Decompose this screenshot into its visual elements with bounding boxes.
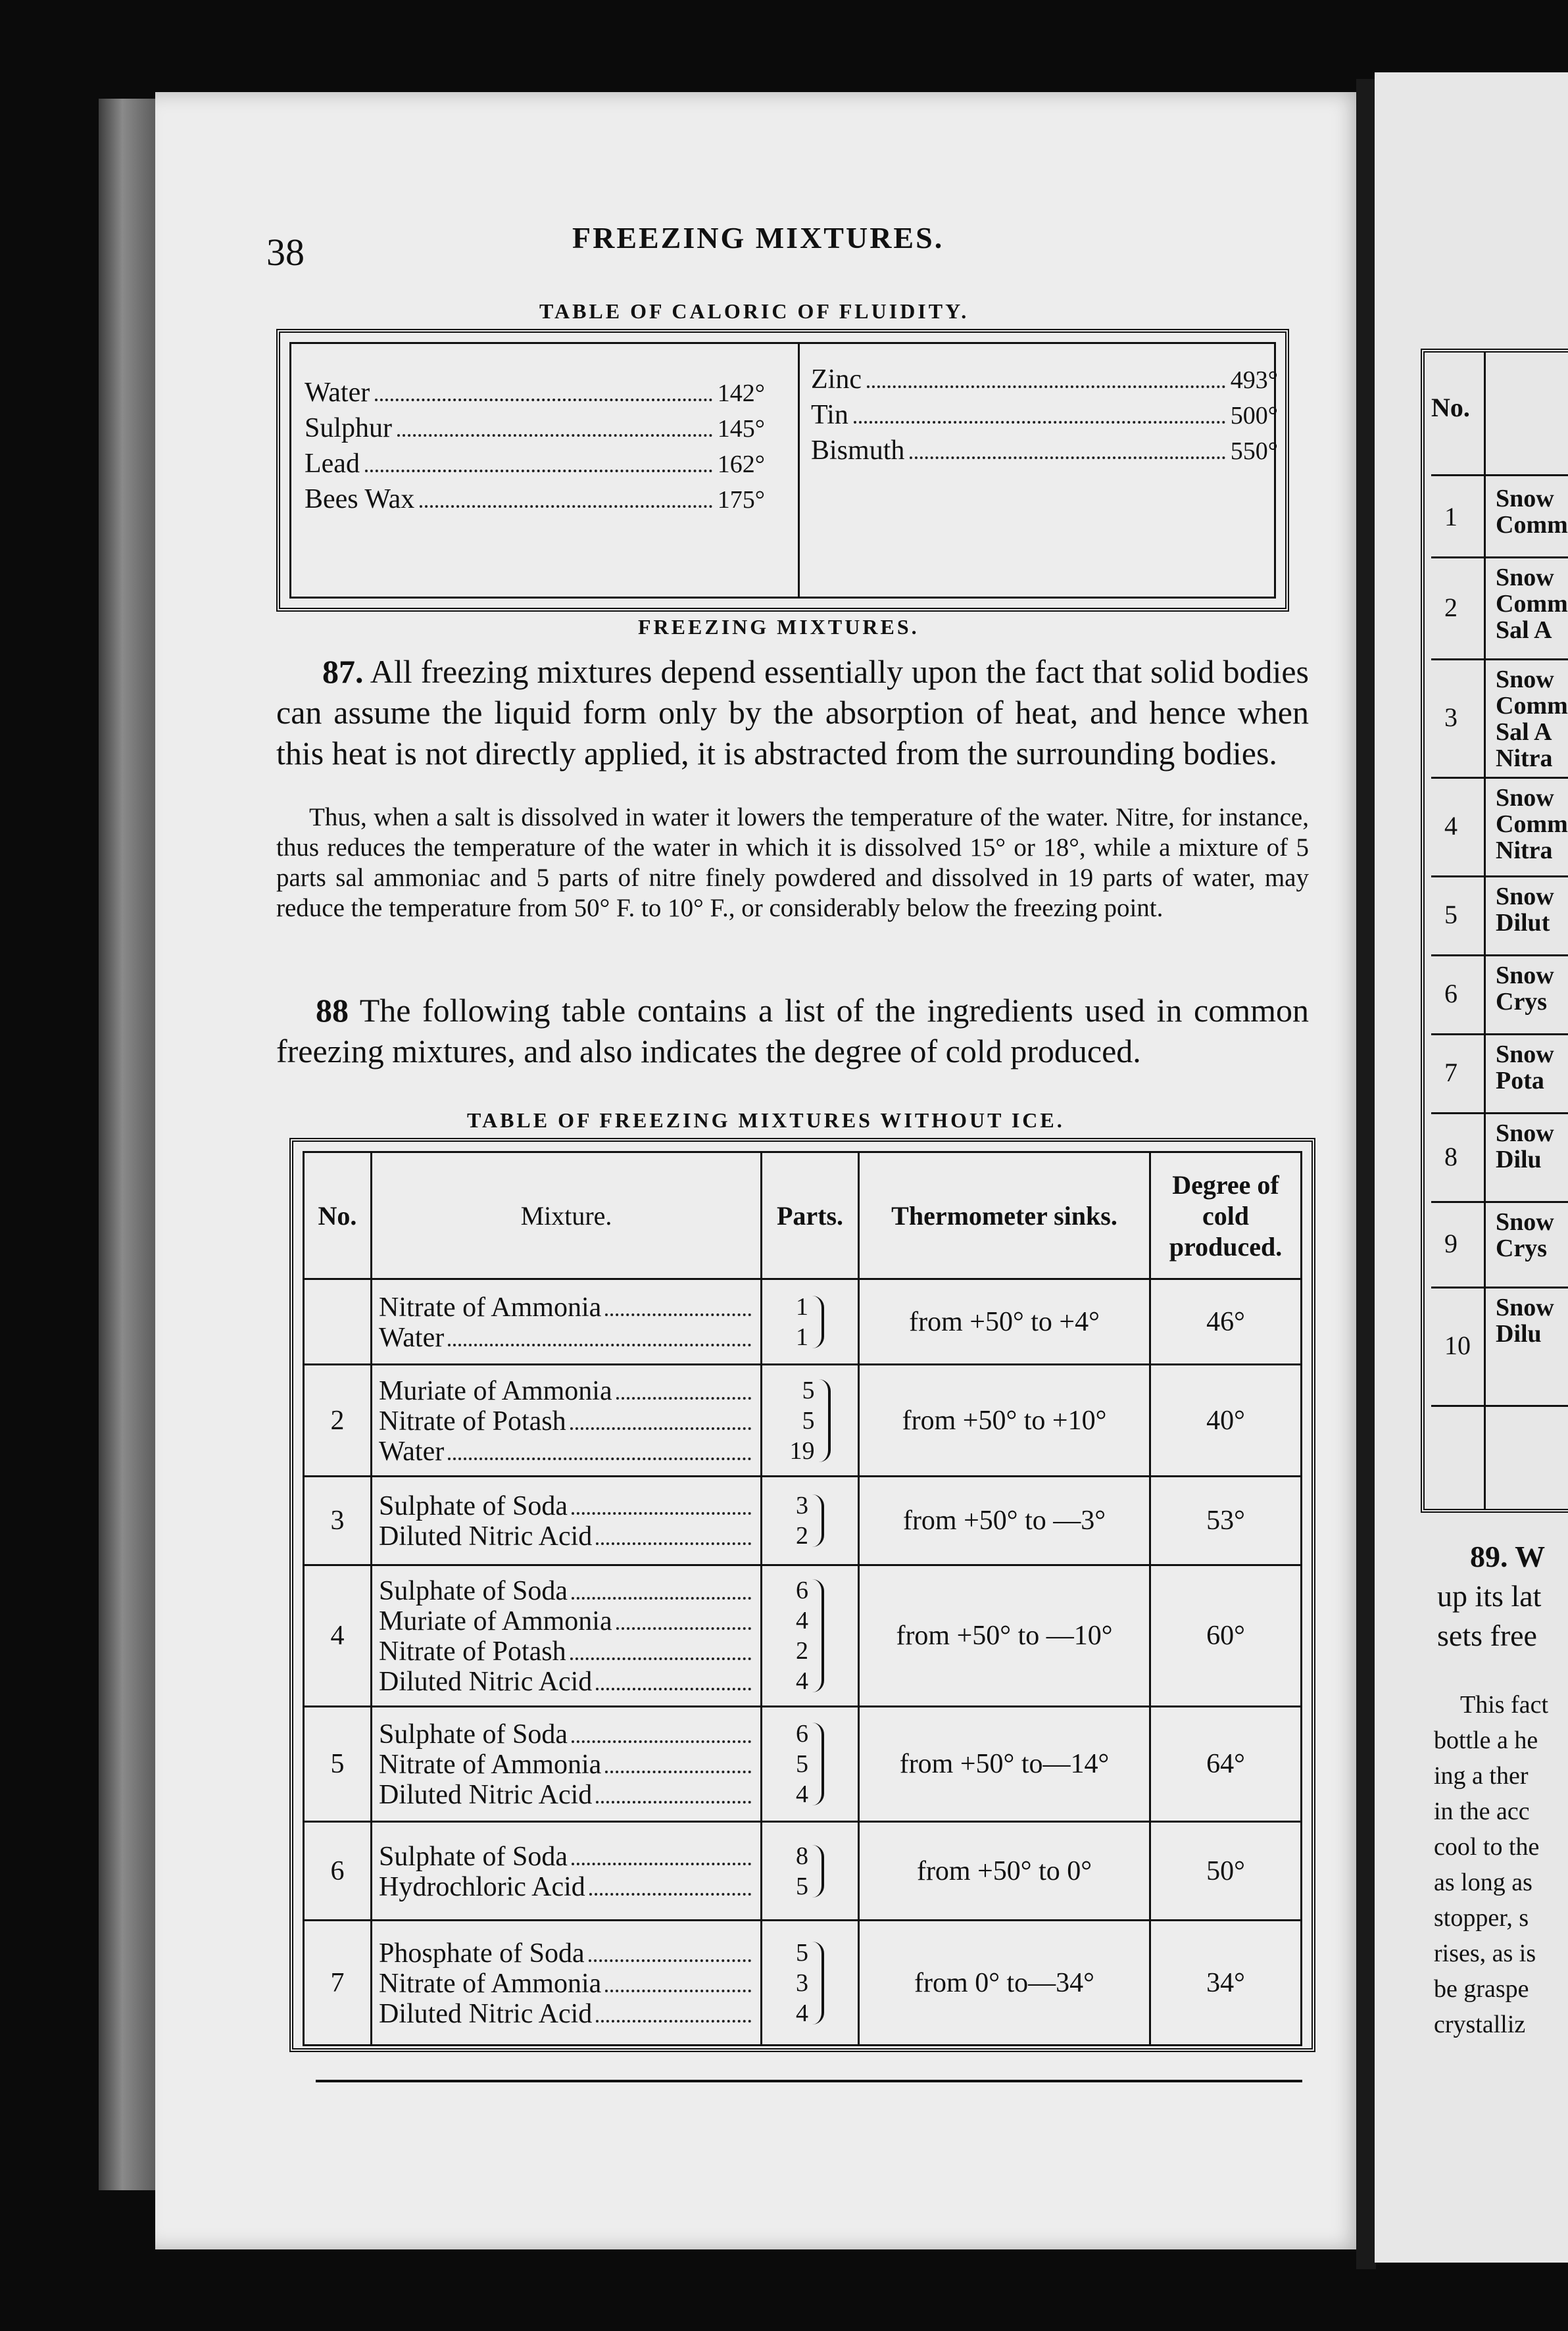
substance-name: Zinc	[811, 364, 862, 395]
ingredient-line	[379, 1406, 754, 1436]
parts-group	[769, 1375, 851, 1466]
small-text-line: bottle a he	[1434, 1727, 1538, 1754]
paragraph-89-line: sets free	[1437, 1619, 1537, 1652]
leader-dots	[448, 1458, 751, 1460]
leader-dots	[605, 1990, 751, 1992]
mixture-cell	[372, 1365, 762, 1477]
ingredient-name: Diluted Nitric Acid	[379, 1667, 593, 1697]
right-row-number: 10	[1444, 1331, 1471, 1360]
thermometer-cell: from +50° to 0°	[859, 1822, 1150, 1921]
ingredient-line	[379, 1322, 754, 1352]
ingredient-line	[379, 1575, 754, 1606]
leader-dots	[589, 1959, 751, 1962]
caloric-row	[305, 448, 765, 483]
header-thermometer: Thermometer sinks.	[859, 1152, 1150, 1279]
ingredient-name: Nitrate of Ammonia	[379, 1750, 602, 1780]
ingredient-name: Hydrochloric Acid	[379, 1871, 585, 1902]
parts-list	[796, 1841, 808, 1902]
row-number: 5	[304, 1707, 372, 1822]
degree-cell: 50°	[1150, 1822, 1302, 1921]
right-table-row	[1431, 478, 1568, 558]
paragraph-88	[276, 990, 1309, 1071]
degree-cell: 40°	[1150, 1365, 1302, 1477]
right-row-text: Comm	[1496, 511, 1568, 539]
freezing-table-grid	[303, 1151, 1302, 2046]
part-value: 1	[796, 1323, 808, 1351]
ingredient-name: Nitrate of Ammonia	[379, 1968, 602, 1999]
substance-value: 550°	[1230, 437, 1278, 465]
ingredient-line	[379, 1521, 754, 1551]
brace-mark	[819, 1379, 831, 1462]
leader-dots	[572, 1863, 751, 1865]
leader-dots	[570, 1427, 751, 1430]
leader-dots	[867, 385, 1225, 388]
part-value: 5	[796, 1872, 808, 1900]
caloric-table-caption: TABLE OF CALORIC OF FLUIDITY.	[539, 299, 969, 323]
right-table-row	[1431, 1201, 1568, 1288]
right-table-row	[1431, 556, 1568, 660]
right-row-text: Comm	[1496, 810, 1568, 838]
brace-mark	[812, 1579, 824, 1692]
part-value: 3	[796, 1492, 808, 1519]
ingredient-name: Diluted Nitric Acid	[379, 1521, 593, 1552]
table-row	[304, 1477, 1302, 1565]
thermometer-cell: from +50° to—14°	[859, 1707, 1150, 1822]
table-header-row	[304, 1152, 1302, 1279]
freezing-mixtures-table	[289, 1138, 1315, 2052]
substance-name: Bismuth	[811, 435, 905, 466]
brace-mark	[812, 1942, 824, 2024]
mixture-cell	[372, 1921, 762, 2046]
right-row-text: Snow	[1496, 962, 1554, 989]
substance-value: 145°	[717, 415, 765, 443]
part-value: 3	[796, 1969, 808, 1997]
leader-dots	[375, 399, 712, 401]
leader-dots	[910, 456, 1225, 459]
brace-mark	[812, 1845, 824, 1898]
right-row-text: Sal A	[1496, 616, 1552, 644]
small-text-line: crystalliz	[1434, 2011, 1526, 2038]
leader-dots	[596, 1801, 751, 1803]
degree-cell: 46°	[1150, 1279, 1302, 1365]
right-row-text: Crys	[1496, 988, 1548, 1016]
right-row-number: 6	[1444, 979, 1458, 1008]
leader-dots	[572, 1740, 751, 1743]
mixture-cell	[372, 1707, 762, 1822]
paragraph-text: The following table contains a list of the ingredients used in common freezing mixtures, and also indicates the degree of cold produced.	[276, 992, 1309, 1069]
paragraph-number: 87.	[322, 653, 364, 690]
parts-list	[796, 1719, 808, 1809]
ingredient-line	[379, 1636, 754, 1666]
header-degree: Degree of cold produced.	[1150, 1152, 1302, 1279]
ingredient-line	[379, 1938, 754, 1968]
substance-value: 175°	[717, 486, 765, 514]
mixture-cell	[372, 1822, 762, 1921]
caloric-table-divider	[798, 344, 800, 597]
table-row	[304, 1279, 1302, 1365]
running-head: FREEZING MIXTURES.	[572, 221, 944, 255]
right-table-header-no: No.	[1431, 393, 1470, 422]
parts-group	[769, 1938, 851, 2028]
part-value: 19	[789, 1436, 815, 1465]
table-row	[304, 1707, 1302, 1822]
table-row	[304, 1365, 1302, 1477]
part-value: 2	[796, 1637, 808, 1665]
thermometer-cell: from +50° to +10°	[859, 1365, 1150, 1477]
bottom-rule	[316, 2080, 1302, 2082]
caloric-row	[305, 483, 765, 519]
ingredient-name: Sulphate of Soda	[379, 1491, 568, 1521]
right-row-number: 9	[1444, 1229, 1458, 1258]
leader-dots	[365, 470, 712, 472]
ingredient-line	[379, 1749, 754, 1779]
part-value: 5	[796, 1938, 808, 1967]
substance-value: 142°	[717, 380, 765, 407]
ingredient-line	[379, 1779, 754, 1809]
substance-value: 162°	[717, 451, 765, 478]
leader-dots	[616, 1627, 751, 1630]
right-row-text: Snow	[1496, 1208, 1554, 1236]
caloric-table-inner	[289, 342, 1276, 599]
right-row-text: Nitra	[1496, 837, 1553, 864]
parts-group	[769, 1292, 851, 1352]
part-value: 5	[802, 1406, 815, 1435]
leader-dots	[448, 1344, 751, 1346]
book-spine	[99, 99, 158, 2190]
right-row-text: Snow	[1496, 564, 1554, 591]
paragraph-thus: Thus, when a salt is dissolved in water it lowers the temperature of the water. Nitre, for instance, thus reduces the temperature of the water in which it is dissolved 15° or 18°, while a mixture of 5 parts sal ammoniac and 5 parts of nitre finely powdered and dissolved in 19 parts of water, may reduce the temperature from 50° F. to 10° F., or considerably below the freezing point.	[276, 803, 1309, 922]
right-row-text: Nitra	[1496, 745, 1553, 772]
parts-cell	[762, 1365, 859, 1477]
small-text-line: stopper, s	[1434, 1904, 1529, 1932]
caloric-right-column	[811, 364, 1278, 470]
right-row-number: 5	[1444, 900, 1458, 929]
substance-name: Tin	[811, 400, 848, 430]
ingredient-name: Sulphate of Soda	[379, 1576, 568, 1606]
right-table-row	[1431, 658, 1568, 779]
mixture-cell	[372, 1565, 762, 1707]
thermometer-cell: from +50° to —10°	[859, 1565, 1150, 1707]
part-value: 4	[796, 1667, 808, 1695]
ingredient-line	[379, 1968, 754, 1998]
right-row-number: 2	[1444, 592, 1458, 622]
small-text-line: rises, as is	[1434, 1940, 1536, 1967]
leader-dots	[570, 1657, 751, 1660]
small-text-line: cool to the	[1434, 1833, 1540, 1861]
degree-cell: 60°	[1150, 1565, 1302, 1707]
ingredient-name: Sulphate of Soda	[379, 1719, 568, 1750]
parts-list	[796, 1292, 808, 1352]
ingredient-line	[379, 1436, 754, 1466]
header-parts: Parts.	[762, 1152, 859, 1279]
parts-list	[796, 1575, 808, 1696]
ingredient-name: Diluted Nitric Acid	[379, 1780, 593, 1810]
parts-list	[790, 1375, 815, 1466]
ingredient-name: Sulphate of Soda	[379, 1841, 568, 1872]
thermometer-cell: from +50° to —3°	[859, 1477, 1150, 1565]
parts-group	[769, 1719, 851, 1809]
ingredient-name: Muriate of Ammonia	[379, 1606, 612, 1636]
substance-value: 493°	[1230, 366, 1278, 394]
right-row-text: Dilu	[1496, 1320, 1542, 1348]
right-row-number: 7	[1444, 1058, 1458, 1087]
book-gutter	[1356, 79, 1376, 2269]
caloric-left-column	[305, 377, 765, 519]
parts-group	[769, 1841, 851, 1902]
ingredient-name: Nitrate of Potash	[379, 1406, 566, 1436]
right-row-text: Dilu	[1496, 1146, 1542, 1173]
part-value: 6	[796, 1720, 808, 1748]
caloric-row	[811, 435, 1278, 470]
right-row-text: Sal A	[1496, 718, 1552, 746]
degree-cell: 34°	[1150, 1921, 1302, 2046]
small-text-line: as long as	[1434, 1869, 1532, 1896]
ingredient-name: Nitrate of Ammonia	[379, 1292, 602, 1323]
brace-mark	[812, 1494, 824, 1547]
leader-dots	[596, 2020, 751, 2023]
freezing-table-body	[304, 1279, 1302, 2046]
parts-cell	[762, 1477, 859, 1565]
substance-name: Lead	[305, 449, 360, 479]
degree-cell: 53°	[1150, 1477, 1302, 1565]
table-row	[304, 1822, 1302, 1921]
substance-name: Water	[305, 378, 370, 408]
right-row-number: 8	[1444, 1141, 1458, 1171]
substance-name: Sulphur	[305, 413, 393, 443]
ingredient-line	[379, 1606, 754, 1636]
mixture-cell	[372, 1279, 762, 1365]
freezing-table-caption: TABLE OF FREEZING MIXTURES WITHOUT ICE.	[467, 1108, 1065, 1132]
parts-list	[796, 1490, 808, 1551]
right-row-text: Snow	[1496, 485, 1554, 512]
ingredient-line	[379, 1998, 754, 2028]
ingredient-line	[379, 1292, 754, 1322]
paragraph-text: All freezing mixtures depend essentially upon the fact that solid bodies can assume the liquid form only by the absorption of heat, and hence when this heat is not directly applied, it is abstracted from the surrounding bodies.	[276, 653, 1309, 772]
thermometer-cell: from 0° to—34°	[859, 1921, 1150, 2046]
leader-dots	[605, 1771, 751, 1773]
parts-cell	[762, 1707, 859, 1822]
ingredient-line	[379, 1871, 754, 1902]
right-row-text: Snow	[1496, 883, 1554, 910]
substance-value: 500°	[1230, 402, 1278, 429]
paragraph-89-line: up its lat	[1437, 1579, 1542, 1613]
right-page-table	[1421, 349, 1568, 1513]
caloric-table	[276, 329, 1289, 612]
leader-dots	[596, 1542, 751, 1545]
brace-mark	[812, 1296, 824, 1348]
right-row-text: Snow	[1496, 1119, 1554, 1147]
part-value: 5	[802, 1376, 815, 1404]
parts-cell	[762, 1921, 859, 2046]
ingredient-name: Water	[379, 1322, 445, 1353]
ingredient-line	[379, 1666, 754, 1696]
small-text-line: This fact	[1460, 1691, 1549, 1719]
right-row-text: Comm	[1496, 692, 1568, 720]
substance-name: Bees Wax	[305, 484, 415, 514]
right-row-text: Snow	[1496, 666, 1554, 693]
caloric-row	[305, 377, 765, 412]
small-text-line: ing a ther	[1434, 1762, 1529, 1790]
degree-cell: 64°	[1150, 1707, 1302, 1822]
right-table-row	[1431, 954, 1568, 1035]
ingredient-name: Water	[379, 1436, 445, 1467]
part-value: 1	[796, 1292, 808, 1321]
table-row	[304, 1921, 1302, 2046]
leader-dots	[572, 1512, 751, 1515]
right-table-row	[1431, 875, 1568, 956]
ingredient-name: Muriate of Ammonia	[379, 1375, 612, 1406]
right-row-text: Snow	[1496, 1041, 1554, 1068]
part-value: 4	[796, 1780, 808, 1808]
right-table-row	[1431, 777, 1568, 877]
part-value: 5	[796, 1750, 808, 1778]
right-row-number: 1	[1444, 502, 1458, 531]
thermometer-cell: from +50° to +4°	[859, 1279, 1150, 1365]
right-row-text: Dilut	[1496, 909, 1550, 937]
leader-dots	[854, 421, 1225, 424]
ingredient-name: Nitrate of Potash	[379, 1636, 566, 1667]
row-number: 6	[304, 1822, 372, 1921]
caloric-row	[811, 364, 1278, 399]
row-number: 2	[304, 1365, 372, 1477]
ingredient-line	[379, 1490, 754, 1521]
right-table-row	[1431, 1033, 1568, 1114]
small-text-line: be graspe	[1434, 1975, 1529, 2003]
paragraph-89-line: 89. W	[1470, 1540, 1546, 1573]
right-row-number: 3	[1444, 702, 1458, 732]
right-page	[1375, 72, 1568, 2263]
parts-list	[796, 1938, 808, 2028]
caloric-row	[305, 412, 765, 448]
parts-group	[769, 1490, 851, 1551]
table-row	[304, 1565, 1302, 1707]
part-value: 2	[796, 1522, 808, 1550]
right-table-row	[1431, 1112, 1568, 1203]
section-heading: FREEZING MIXTURES.	[638, 615, 919, 639]
ingredient-line	[379, 1719, 754, 1749]
right-row-number: 4	[1444, 811, 1458, 841]
parts-cell	[762, 1822, 859, 1921]
ingredient-name: Diluted Nitric Acid	[379, 1998, 593, 2029]
mixture-cell	[372, 1477, 762, 1565]
right-row-text: Snow	[1496, 784, 1554, 812]
leader-dots	[589, 1893, 751, 1896]
header-mixture: Mixture.	[372, 1152, 762, 1279]
part-value: 8	[796, 1842, 808, 1870]
row-number: 7	[304, 1921, 372, 2046]
row-number: 3	[304, 1477, 372, 1565]
part-value: 4	[796, 1999, 808, 2027]
brace-mark	[812, 1723, 824, 1805]
small-text-line: in the acc	[1434, 1798, 1530, 1825]
paragraph-87	[276, 651, 1309, 773]
leader-dots	[605, 1313, 751, 1316]
part-value: 4	[796, 1607, 808, 1634]
parts-cell	[762, 1565, 859, 1707]
leader-dots	[596, 1688, 751, 1690]
row-number	[304, 1279, 372, 1365]
row-number: 4	[304, 1565, 372, 1707]
leader-dots	[572, 1597, 751, 1600]
caloric-row	[811, 399, 1278, 435]
ingredient-name: Phosphate of Soda	[379, 1938, 585, 1969]
right-row-text: Snow	[1496, 1294, 1554, 1321]
right-table-row	[1431, 1287, 1568, 1407]
ingredient-line	[379, 1375, 754, 1406]
leader-dots	[616, 1397, 751, 1400]
right-row-text: Comm	[1496, 590, 1568, 618]
right-row-text: Crys	[1496, 1235, 1548, 1262]
right-table-header	[1431, 362, 1568, 476]
page-number: 38	[266, 231, 305, 274]
parts-cell	[762, 1279, 859, 1365]
parts-group	[769, 1575, 851, 1696]
ingredient-line	[379, 1841, 754, 1871]
part-value: 6	[796, 1577, 808, 1604]
paragraph-number: 88	[316, 992, 349, 1029]
leader-dots	[397, 434, 712, 437]
header-no: No.	[304, 1152, 372, 1279]
leader-dots	[420, 505, 712, 508]
right-row-text: Pota	[1496, 1067, 1544, 1094]
